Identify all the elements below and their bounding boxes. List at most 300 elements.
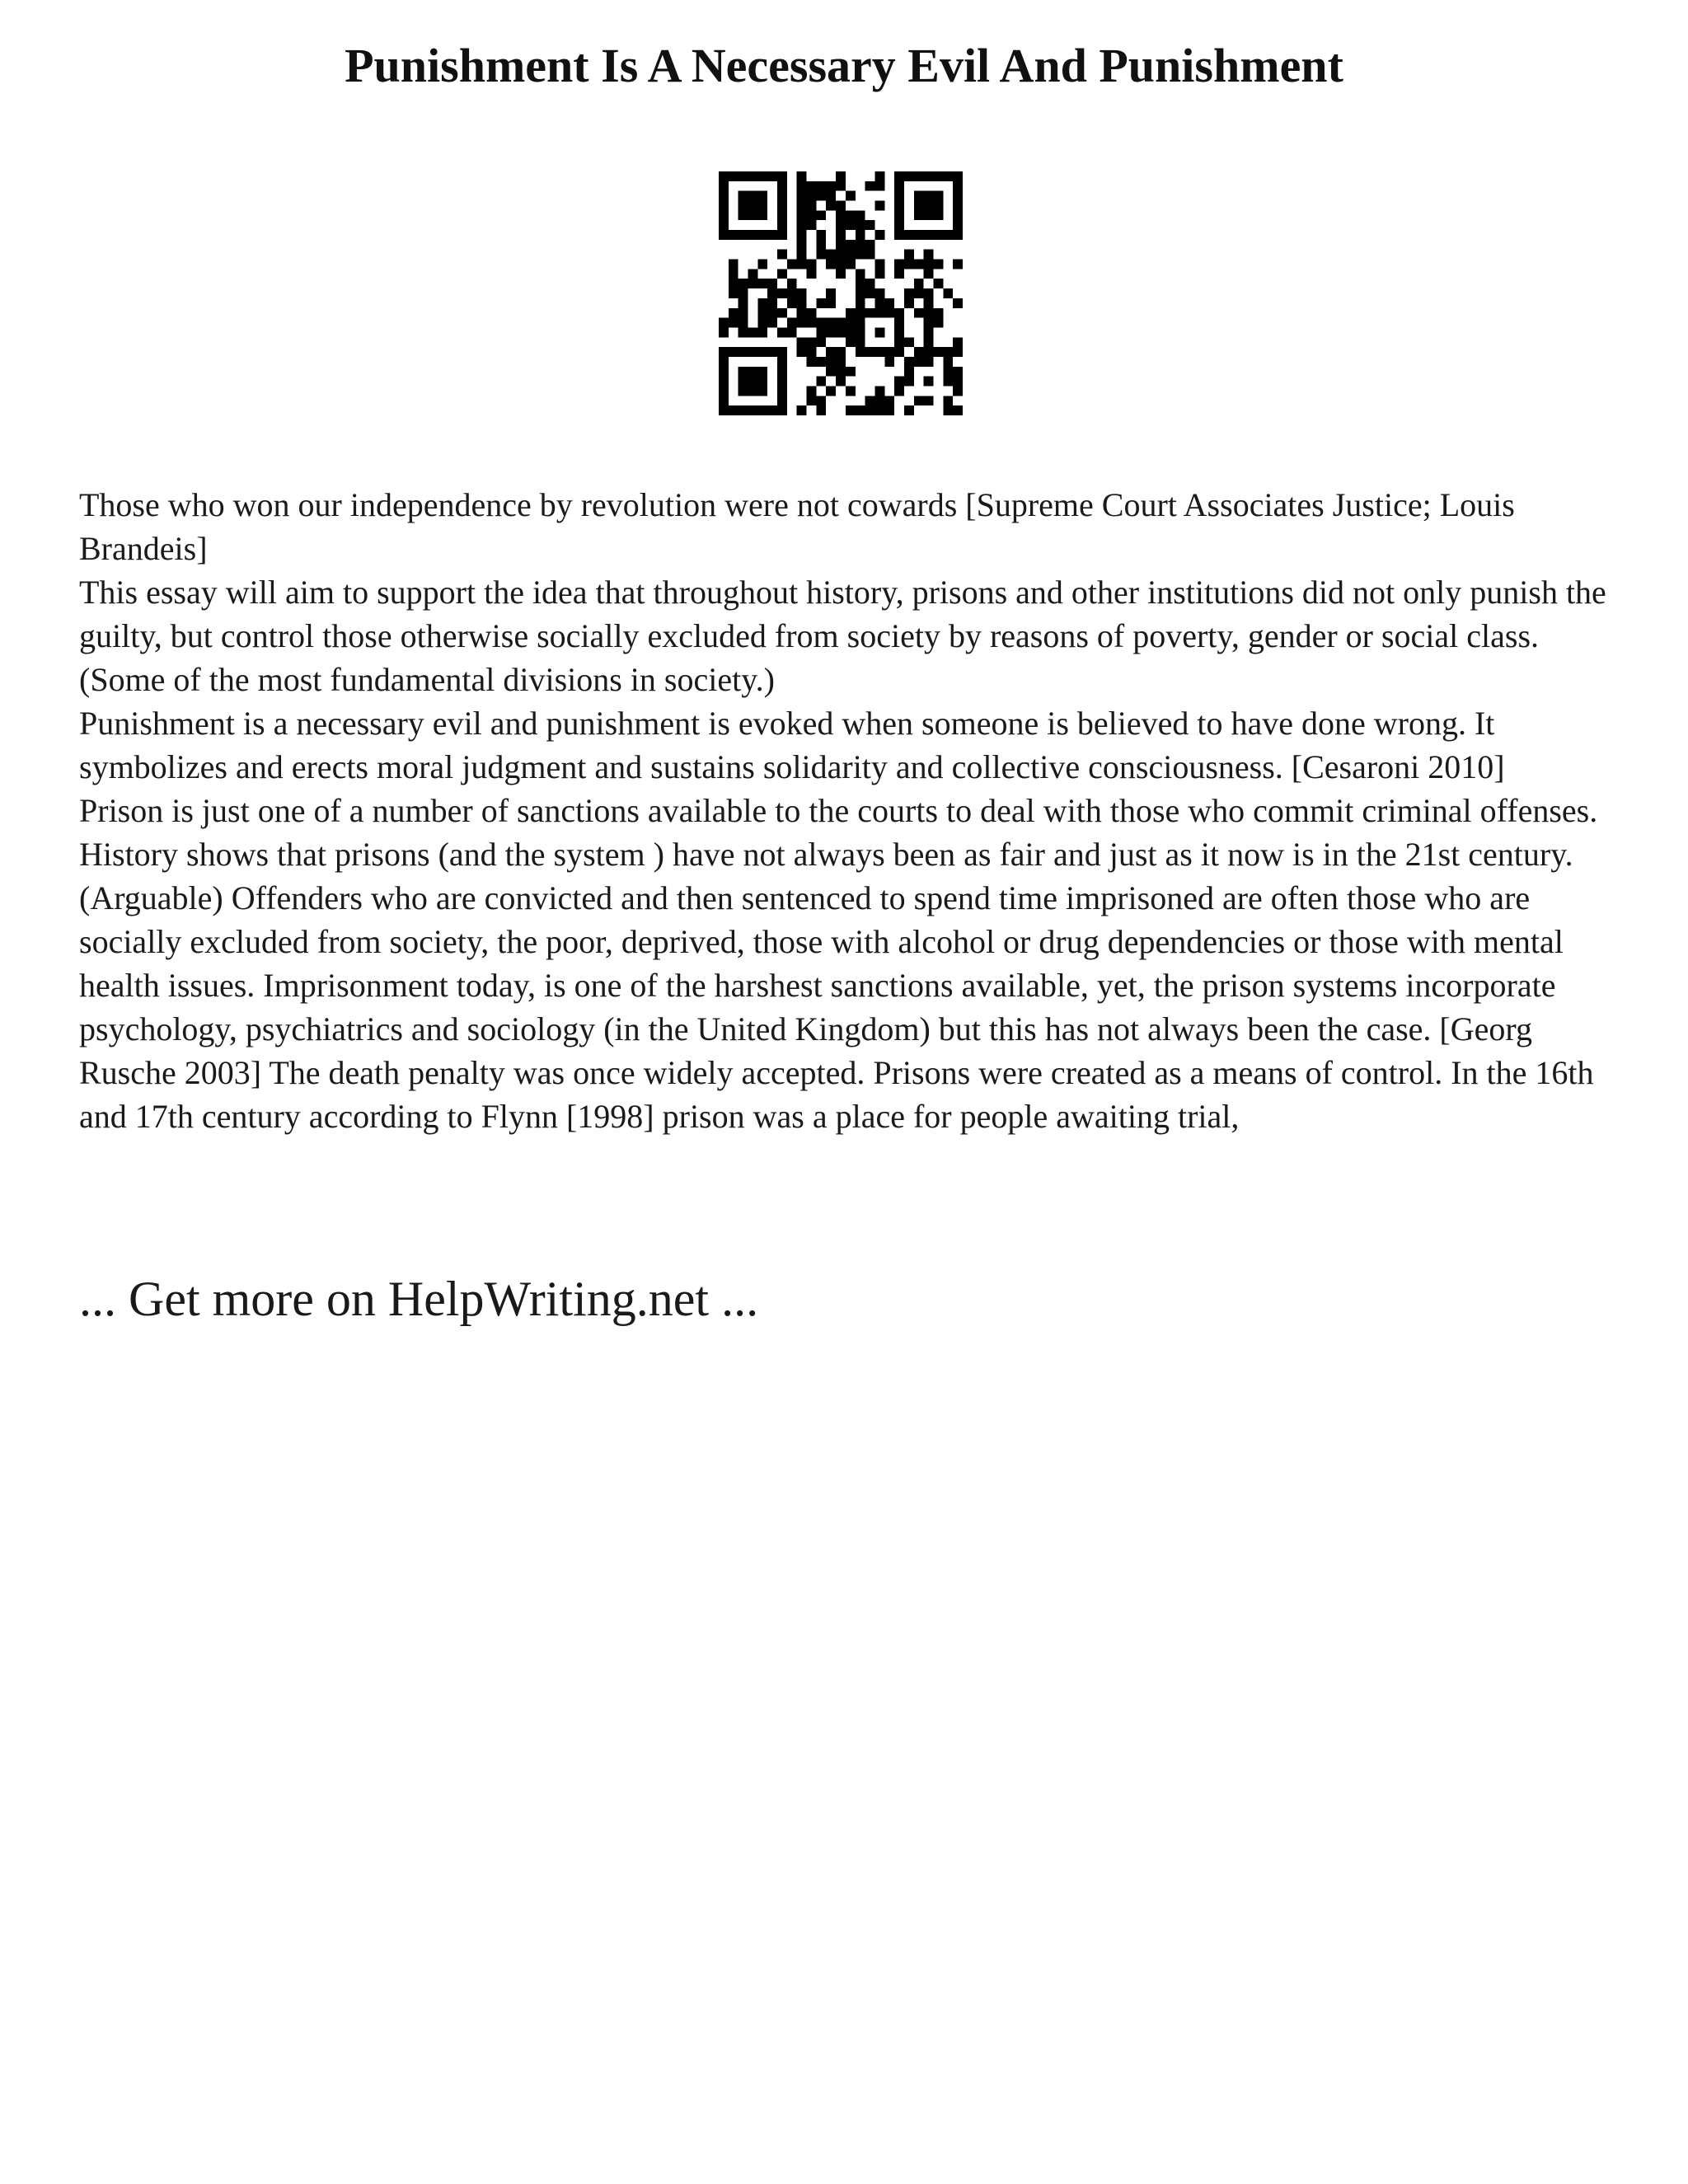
- qr-module: [826, 191, 836, 201]
- qr-module: [894, 191, 904, 201]
- qr-module: [767, 318, 777, 328]
- qr-module: [719, 396, 729, 405]
- qr-module: [777, 377, 787, 387]
- qr-module: [865, 220, 875, 230]
- qr-module: [777, 181, 787, 191]
- qr-module: [874, 386, 884, 396]
- qr-module: [904, 260, 914, 269]
- qr-module: [816, 327, 826, 337]
- qr-module: [933, 279, 943, 288]
- qr-module: [894, 386, 904, 396]
- qr-module: [953, 201, 963, 211]
- qr-module: [807, 347, 817, 357]
- qr-module: [757, 367, 767, 377]
- qr-module: [836, 367, 846, 377]
- qr-module: [884, 308, 894, 318]
- qr-module: [933, 191, 943, 201]
- qr-module: [729, 230, 738, 240]
- qr-module: [807, 386, 817, 396]
- qr-module: [748, 347, 758, 357]
- qr-module: [807, 318, 817, 328]
- qr-module: [836, 220, 846, 230]
- qr-module: [767, 230, 777, 240]
- qr-module: [787, 260, 797, 269]
- qr-module: [757, 327, 767, 337]
- qr-module: [719, 181, 729, 191]
- qr-module: [826, 318, 836, 328]
- qr-module: [757, 171, 767, 181]
- qr-module: [953, 171, 963, 181]
- qr-module: [924, 327, 934, 337]
- qr-module: [826, 201, 836, 211]
- qr-module: [846, 191, 856, 201]
- qr-module: [719, 347, 729, 357]
- qr-module: [874, 347, 884, 357]
- qr-module: [874, 181, 884, 191]
- qr-module: [816, 250, 826, 260]
- qr-module: [797, 288, 807, 298]
- qr-module: [846, 386, 856, 396]
- qr-module: [865, 405, 875, 415]
- qr-module: [874, 308, 884, 318]
- qr-module: [816, 240, 826, 250]
- qr-module: [943, 367, 953, 377]
- qr-module: [894, 318, 904, 328]
- qr-module: [856, 269, 865, 279]
- qr-module: [924, 201, 934, 211]
- qr-module: [856, 405, 865, 415]
- qr-module: [797, 347, 807, 357]
- qr-module: [894, 377, 904, 387]
- qr-module: [924, 298, 934, 308]
- qr-module: [729, 171, 738, 181]
- qr-module: [914, 201, 924, 211]
- qr-module: [797, 181, 807, 191]
- qr-module: [894, 181, 904, 191]
- qr-module: [865, 240, 875, 250]
- qr-module: [777, 288, 787, 298]
- qr-module: [914, 260, 924, 269]
- qr-module: [719, 171, 729, 181]
- qr-module: [874, 201, 884, 211]
- qr-module: [826, 327, 836, 337]
- qr-module: [933, 201, 943, 211]
- paragraph-quote: Those who won our independence by revolution were not cowards [Supreme Court Associates Justice; Louis Brandeis]: [79, 486, 1515, 567]
- qr-module: [953, 377, 963, 387]
- qr-module: [757, 347, 767, 357]
- qr-module: [729, 347, 738, 357]
- qr-module: [953, 230, 963, 240]
- qr-module: [777, 210, 787, 220]
- qr-module: [767, 298, 777, 308]
- qr-module: [807, 269, 817, 279]
- qr-module: [874, 171, 884, 181]
- qr-module: [894, 220, 904, 230]
- qr-module: [953, 337, 963, 347]
- qr-module: [894, 308, 904, 318]
- qr-module: [933, 347, 943, 357]
- qr-module: [738, 201, 748, 211]
- qr-module: [836, 260, 846, 269]
- qr-module: [914, 279, 924, 288]
- qr-module: [738, 367, 748, 377]
- qr-module: [738, 191, 748, 201]
- qr-module: [748, 377, 758, 387]
- qr-module: [787, 318, 797, 328]
- qr-module: [846, 367, 856, 377]
- qr-module: [846, 210, 856, 220]
- qr-module: [894, 260, 904, 269]
- qr-module: [797, 260, 807, 269]
- qr-module: [738, 279, 748, 288]
- qr-module: [856, 318, 865, 328]
- qr-module: [943, 405, 953, 415]
- qr-module: [914, 171, 924, 181]
- qr-module: [729, 318, 738, 328]
- qr-module: [826, 250, 836, 260]
- qr-module: [924, 250, 934, 260]
- qr-module: [777, 327, 787, 337]
- qr-module: [826, 288, 836, 298]
- qr-module: [856, 347, 865, 357]
- qr-module: [884, 347, 894, 357]
- qr-module: [933, 171, 943, 181]
- qr-module: [748, 327, 758, 337]
- qr-module: [738, 210, 748, 220]
- qr-module: [924, 269, 934, 279]
- qr-module: [836, 327, 846, 337]
- qr-module: [826, 347, 836, 357]
- qr-module: [767, 288, 777, 298]
- qr-module: [777, 386, 787, 396]
- qr-module: [943, 230, 953, 240]
- qr-module: [865, 347, 875, 357]
- qr-module: [846, 308, 856, 318]
- qr-module: [924, 347, 934, 357]
- qr-module: [914, 191, 924, 201]
- qr-module: [816, 210, 826, 220]
- qr-module: [846, 318, 856, 328]
- qr-module: [719, 357, 729, 367]
- qr-module: [757, 318, 767, 328]
- qr-module: [914, 396, 924, 405]
- qr-module: [816, 181, 826, 191]
- qr-module: [856, 288, 865, 298]
- qr-module: [807, 357, 817, 367]
- qr-module: [767, 405, 777, 415]
- qr-module: [894, 230, 904, 240]
- qr-module: [856, 308, 865, 318]
- qr-module: [894, 347, 904, 357]
- qr-module: [738, 405, 748, 415]
- qr-module: [807, 191, 817, 201]
- qr-module: [924, 377, 934, 387]
- qr-module: [904, 171, 914, 181]
- qr-module: [836, 318, 846, 328]
- qr-module: [865, 181, 875, 191]
- qr-module: [777, 250, 787, 260]
- qr-module: [904, 230, 914, 240]
- qr-module: [826, 357, 836, 367]
- qr-module: [943, 347, 953, 357]
- qr-module: [894, 201, 904, 211]
- qr-module: [953, 220, 963, 230]
- qr-module: [777, 220, 787, 230]
- qr-module: [719, 386, 729, 396]
- qr-module: [816, 357, 826, 367]
- qr-module: [797, 230, 807, 240]
- qr-module: [797, 220, 807, 230]
- qr-module: [767, 171, 777, 181]
- qr-module: [777, 308, 787, 318]
- qr-module: [748, 386, 758, 396]
- qr-module: [777, 191, 787, 201]
- qr-module: [914, 230, 924, 240]
- qr-module: [767, 279, 777, 288]
- qr-module: [874, 260, 884, 269]
- qr-module: [914, 347, 924, 357]
- qr-module: [748, 269, 758, 279]
- qr-module: [904, 405, 914, 415]
- qr-module: [719, 327, 729, 337]
- qr-module: [953, 367, 963, 377]
- qr-module: [904, 250, 914, 260]
- qr-module: [738, 308, 748, 318]
- qr-module: [846, 337, 856, 347]
- qr-module: [894, 210, 904, 220]
- qr-module: [797, 337, 807, 347]
- qr-module: [904, 288, 914, 298]
- qr-module: [914, 308, 924, 318]
- qr-module: [953, 181, 963, 191]
- qr-module: [748, 210, 758, 220]
- qr-module: [748, 201, 758, 211]
- qr-module: [924, 191, 934, 201]
- qr-code-graphic: [719, 171, 963, 415]
- qr-module: [719, 377, 729, 387]
- qr-module: [807, 308, 817, 318]
- qr-module: [874, 269, 884, 279]
- qr-module: [826, 260, 836, 269]
- qr-module: [797, 191, 807, 201]
- qr-module: [757, 386, 767, 396]
- qr-module: [953, 405, 963, 415]
- qr-module: [797, 250, 807, 260]
- qr-module: [777, 405, 787, 415]
- qr-module: [787, 288, 797, 298]
- qr-module: [953, 210, 963, 220]
- qr-module: [738, 230, 748, 240]
- qr-module: [729, 279, 738, 288]
- qr-module: [836, 377, 846, 387]
- qr-module: [738, 298, 748, 308]
- qr-module: [836, 347, 846, 357]
- qr-module: [738, 377, 748, 387]
- qr-module: [757, 308, 767, 318]
- qr-module: [865, 396, 875, 405]
- qr-module: [904, 298, 914, 308]
- paragraph-punishment: Punishment is a necessary evil and punishment is evoked when someone is believed to have done wrong. It symbolizes and erects moral judgment and sustains solidarity and collective consciousness. [Cesaroni 2010]: [79, 705, 1505, 785]
- qr-module: [846, 240, 856, 250]
- qr-module: [933, 318, 943, 328]
- qr-module: [748, 279, 758, 288]
- qr-module: [943, 396, 953, 405]
- qr-module: [807, 220, 817, 230]
- qr-module: [738, 327, 748, 337]
- qr-module: [777, 367, 787, 377]
- qr-module: [757, 405, 767, 415]
- qr-module: [846, 220, 856, 230]
- qr-module: [865, 279, 875, 288]
- qr-module: [719, 318, 729, 328]
- qr-module: [933, 210, 943, 220]
- qr-module: [816, 405, 826, 415]
- qr-module: [719, 405, 729, 415]
- qr-module: [738, 386, 748, 396]
- qr-module: [874, 396, 884, 405]
- qr-module: [807, 396, 817, 405]
- qr-module: [924, 288, 934, 298]
- qr-module: [748, 405, 758, 415]
- qr-module: [807, 201, 817, 211]
- qr-module: [719, 367, 729, 377]
- qr-module: [924, 357, 934, 367]
- qr-module: [787, 298, 797, 308]
- qr-module: [846, 405, 856, 415]
- qr-module: [924, 318, 934, 328]
- qr-module: [894, 171, 904, 181]
- qr-module: [797, 318, 807, 328]
- qr-module: [816, 377, 826, 387]
- qr-module: [816, 396, 826, 405]
- qr-module: [904, 357, 914, 367]
- qr-module: [748, 191, 758, 201]
- qr-module: [874, 327, 884, 337]
- qr-module: [836, 230, 846, 240]
- qr-module: [943, 288, 953, 298]
- qr-module: [943, 357, 953, 367]
- qr-module: [807, 181, 817, 191]
- qr-module: [797, 308, 807, 318]
- qr-module: [816, 191, 826, 201]
- qr-module: [865, 308, 875, 318]
- qr-module: [757, 191, 767, 201]
- qr-module: [836, 201, 846, 211]
- qr-module: [933, 260, 943, 269]
- qr-module: [914, 288, 924, 298]
- qr-module: [846, 260, 856, 269]
- qr-module: [777, 201, 787, 211]
- qr-module: [757, 298, 767, 308]
- qr-module: [797, 201, 807, 211]
- qr-module: [777, 357, 787, 367]
- qr-module: [836, 181, 846, 191]
- qr-module: [719, 210, 729, 220]
- qr-module: [874, 298, 884, 308]
- get-more-link[interactable]: ... Get more on HelpWriting.net ...: [79, 1272, 759, 1326]
- qr-module: [914, 210, 924, 220]
- qr-module: [777, 230, 787, 240]
- qr-module: [807, 260, 817, 269]
- qr-module: [924, 337, 934, 347]
- qr-module: [904, 337, 914, 347]
- qr-module: [953, 191, 963, 201]
- qr-module: [816, 230, 826, 240]
- qr-module: [856, 240, 865, 250]
- qr-module: [836, 210, 846, 220]
- paragraph-prison: Prison is just one of a number of sanctions available to the courts to deal with those who commit criminal offenses. History shows that prisons (and the system ) have not always been as fair and just as it now is in the 21st century. (Arguable) Offenders who are convicted and then sentenced to spend time imprisoned are often those who are socially excluded from society, the poor, deprived, those with alcohol or drug dependencies or those with mental health issues. Imprisonment today, is one of the harshest sanctions available, yet, the prison systems incorporate psychology, psychiatrics and sociology (in the United Kingdom) but this has not always been the case. [Georg Rusche 2003] The death penalty was once widely accepted. Prisons were created as a means of control. In the 16th and 17th century according to Flynn [1998] prison was a place for people awaiting trial,: [79, 792, 1598, 1135]
- qr-module: [719, 201, 729, 211]
- qr-module: [797, 210, 807, 220]
- qr-module: [865, 288, 875, 298]
- qr-module: [924, 171, 934, 181]
- qr-module: [757, 230, 767, 240]
- qr-module: [757, 377, 767, 387]
- qr-module: [826, 298, 836, 308]
- qr-module: [856, 230, 865, 240]
- qr-module: [933, 308, 943, 318]
- qr-module: [738, 347, 748, 357]
- qr-module: [787, 327, 797, 337]
- qr-module: [924, 230, 934, 240]
- qr-module: [816, 318, 826, 328]
- qr-module: [729, 269, 738, 279]
- qr-module: [894, 337, 904, 347]
- qr-module: [826, 386, 836, 396]
- qr-module: [797, 298, 807, 308]
- qr-module: [865, 250, 875, 260]
- qr-module: [826, 181, 836, 191]
- qr-module: [757, 201, 767, 211]
- qr-module: [953, 347, 963, 357]
- qr-module: [729, 288, 738, 298]
- qr-module: [856, 327, 865, 337]
- qr-module: [797, 405, 807, 415]
- qr-module: [729, 308, 738, 318]
- qr-module: [777, 269, 787, 279]
- qr-module: [719, 191, 729, 201]
- document-title: Punishment Is A Necessary Evil And Punishment: [345, 39, 1343, 92]
- qr-module: [816, 298, 826, 308]
- qr-module: [856, 337, 865, 347]
- qr-module: [933, 230, 943, 240]
- qr-module: [738, 171, 748, 181]
- qr-module: [777, 171, 787, 181]
- qr-module: [914, 357, 924, 367]
- qr-module: [748, 171, 758, 181]
- qr-module: [836, 269, 846, 279]
- qr-module: [836, 250, 846, 260]
- qr-module: [874, 288, 884, 298]
- qr-module: [904, 377, 914, 387]
- qr-module: [757, 210, 767, 220]
- qr-module: [729, 405, 738, 415]
- qr-module: [807, 210, 817, 220]
- qr-module: [904, 367, 914, 377]
- qr-module: [767, 347, 777, 357]
- qr-module: [846, 250, 856, 260]
- qr-module: [738, 288, 748, 298]
- qr-module: [836, 357, 846, 367]
- qr-module: [874, 230, 884, 240]
- qr-module: [797, 171, 807, 181]
- qr-module: [719, 230, 729, 240]
- qr-module: [797, 240, 807, 250]
- qr-code-icon[interactable]: [719, 171, 963, 415]
- qr-module: [846, 327, 856, 337]
- qr-module: [757, 279, 767, 288]
- qr-module: [856, 250, 865, 260]
